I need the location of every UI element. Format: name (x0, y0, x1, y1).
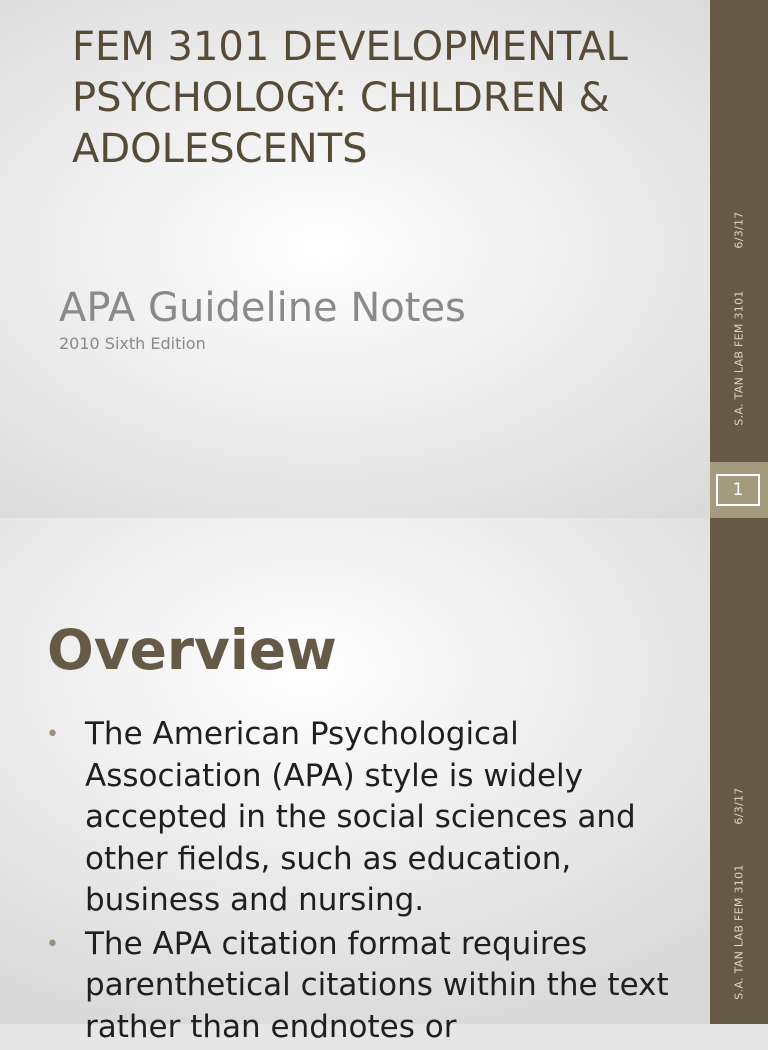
slide-2 (0, 518, 768, 1045)
slide-number: 1 (716, 474, 760, 506)
slide-date: 6/3/17 (732, 211, 746, 249)
bullet-item (46, 714, 686, 922)
slide-footer: S.A. TAN LAB FEM 3101 (732, 290, 746, 426)
slide-footer: S.A. TAN LAB FEM 3101 (732, 864, 746, 1000)
bullet-text: The APA citation format requires parenthetical citations within the text rather than endnotes or (85, 925, 669, 1045)
slide-date: 6/3/17 (732, 787, 746, 825)
bullet-dot-icon: • (46, 722, 59, 747)
slide-1 (0, 0, 768, 518)
slide-side-bar (710, 0, 768, 518)
bullet-list (46, 714, 686, 1050)
slide-subtitle: APA Guideline Notes (59, 285, 466, 331)
edition-label: 2010 Sixth Edition (59, 334, 206, 353)
slide-title: Overview (47, 618, 337, 682)
slide-title: FEM 3101 DEVELOPMENTAL PSYCHOLOGY: CHILDREN & ADOLESCENTS (72, 24, 628, 172)
bullet-item (46, 924, 686, 1049)
bullet-text: The American Psychological Association (APA) style is widely accepted in the social sciences and other fields, such as education, business and nursing. (85, 716, 636, 918)
bullet-dot-icon: • (46, 931, 59, 957)
